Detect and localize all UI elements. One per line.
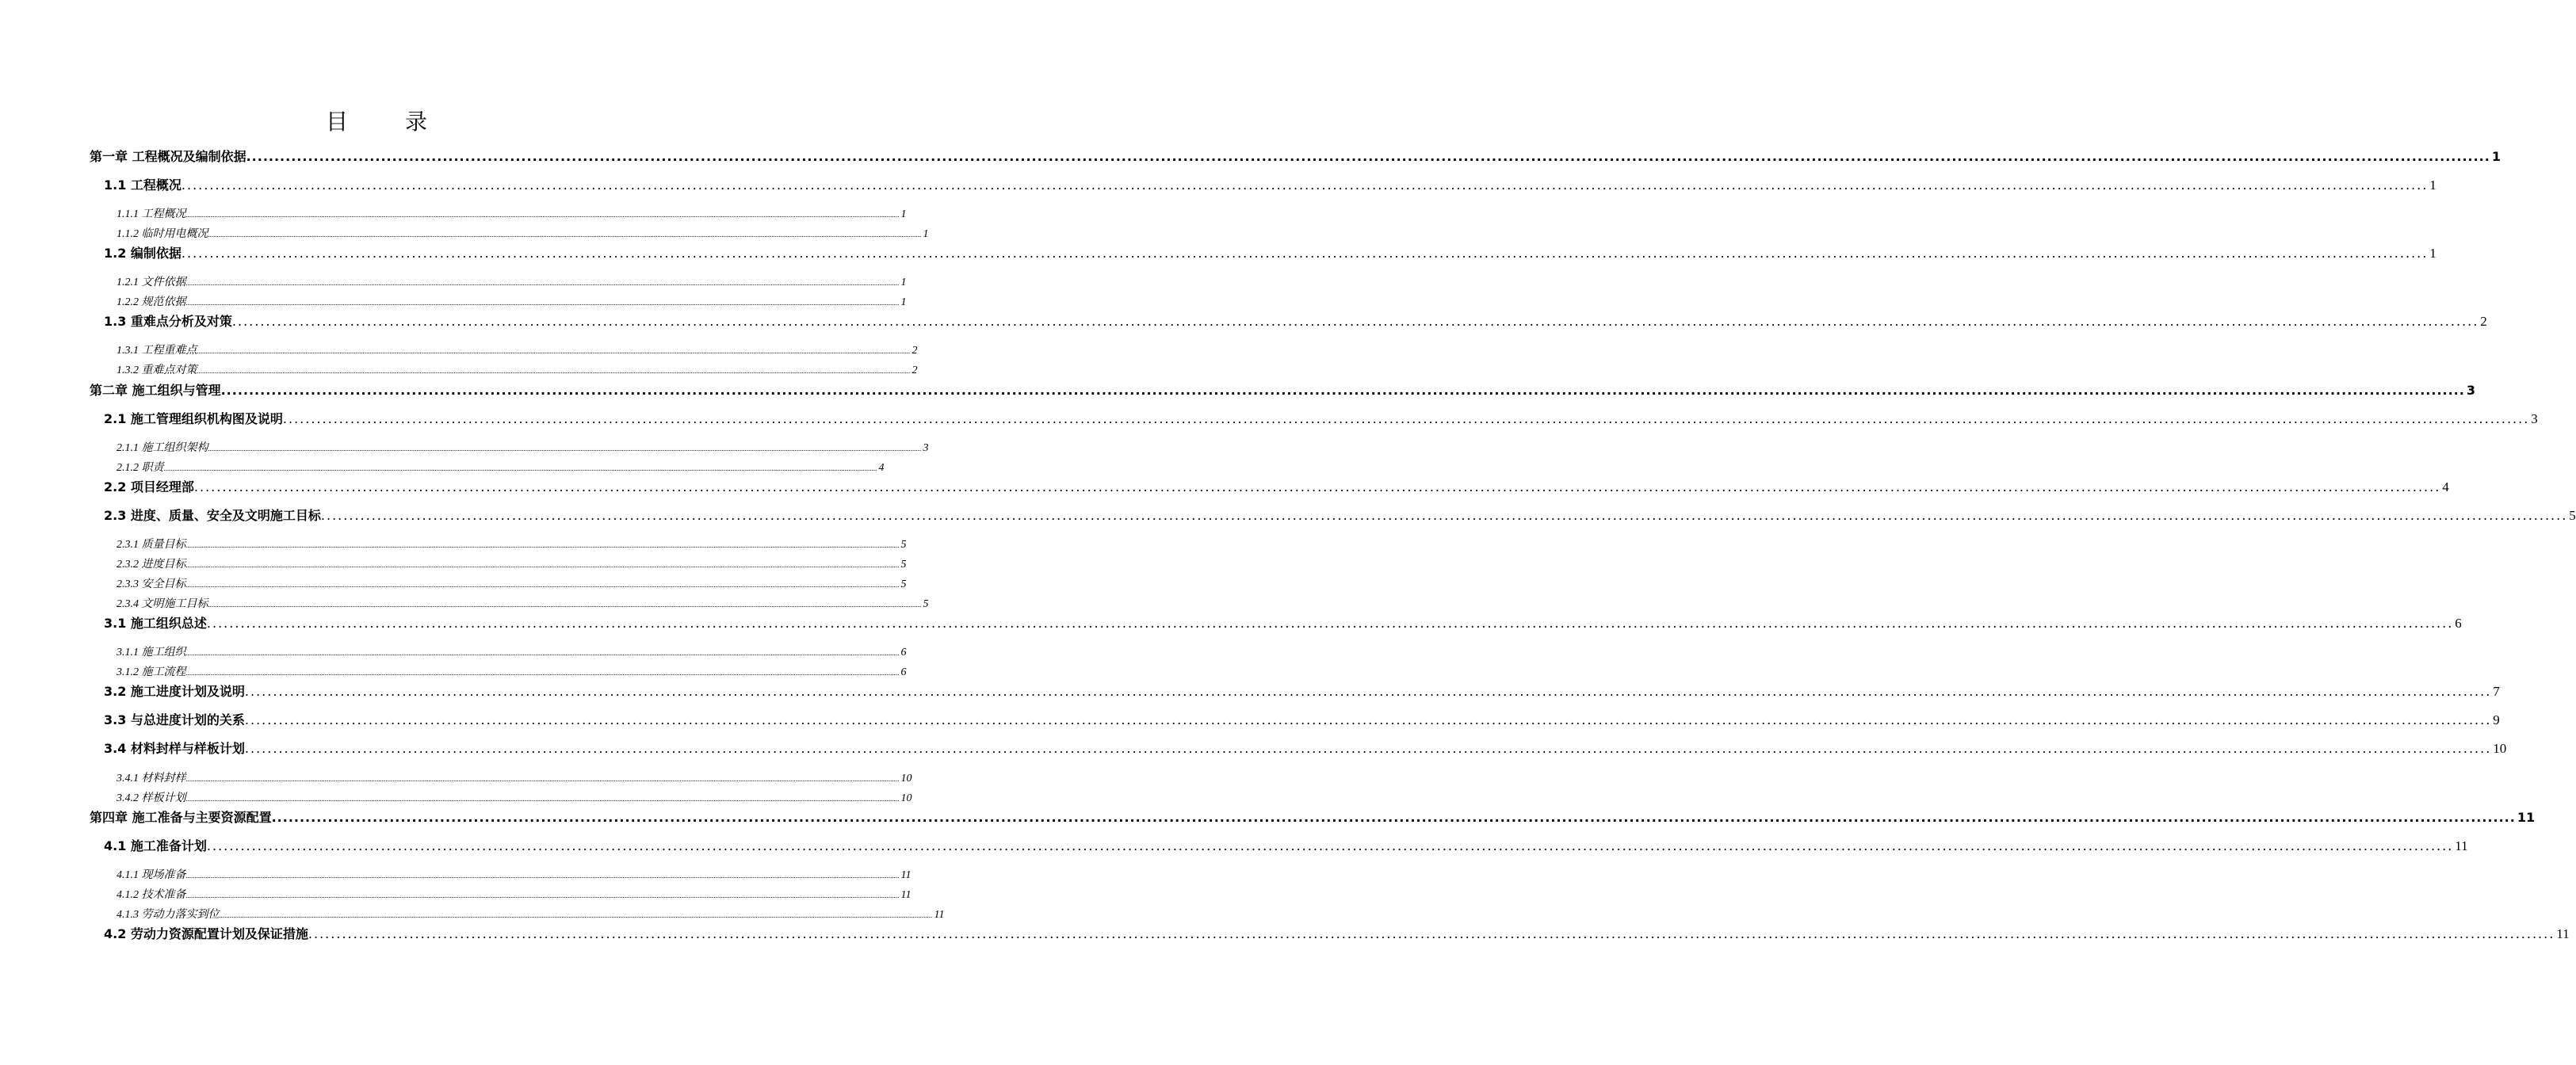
- toc-entry[interactable]: [104, 739, 2507, 757]
- toc-entry[interactable]: [117, 789, 912, 805]
- toc-entry-page-number: 11: [2455, 838, 2468, 853]
- toc-entry-label: 3.1 施工组织总述: [104, 616, 207, 631]
- dot-leader: ................................................................................................................................................................................................................................................................................................................................................................................................................: [181, 178, 2429, 193]
- toc-entry-label: 2.3.1 质量目标: [117, 539, 186, 551]
- toc-entry[interactable]: [104, 243, 2436, 261]
- toc-entry-page-number: 1: [900, 277, 907, 288]
- toc-entry-page-number: 1: [923, 228, 929, 240]
- toc-entry-page-number: 3: [2531, 411, 2538, 426]
- dot-leader: ................................................................................................................................................................................................................................................................................................................................................................................................................: [185, 279, 900, 287]
- dot-leader: ................................................................................................................................................................................................................................................................................................................................................................................................................: [185, 541, 900, 549]
- toc-entry-label: 2.3.4 文明施工目标: [117, 598, 208, 610]
- toc-entry[interactable]: [104, 477, 2449, 495]
- toc-entry-page-number: 5: [900, 578, 907, 590]
- toc-entry-label: 1.1 工程概况: [104, 178, 182, 193]
- toc-entry[interactable]: [104, 710, 2500, 728]
- toc-entry-label: 第二章 施工组织与管理: [90, 383, 221, 398]
- toc-entry[interactable]: [104, 681, 2500, 700]
- toc-entry-label: 2.3.3 安全目标: [117, 578, 186, 590]
- toc-entry-page-number: 9: [2493, 712, 2500, 727]
- toc-entry[interactable]: [117, 595, 929, 611]
- toc-entry-page-number: 11: [934, 909, 945, 921]
- dot-leader: ................................................................................................................................................................................................................................................................................................................................................................................................................: [181, 246, 2429, 261]
- dot-leader: ................................................................................................................................................................................................................................................................................................................................................................................................................: [197, 367, 911, 375]
- dot-leader: ................................................................................................................................................................................................................................................................................................................................................................................................................: [185, 211, 900, 219]
- toc-entry-label: 1.1.1 工程概况: [117, 208, 186, 220]
- dot-leader: ................................................................................................................................................................................................................................................................................................................................................................................................................: [185, 299, 900, 307]
- dot-leader: ................................................................................................................................................................................................................................................................................................................................................................................................................: [320, 508, 2568, 523]
- toc-entry[interactable]: [104, 175, 2436, 193]
- toc-entry-label: 1.3.1 工程重难点: [117, 345, 197, 357]
- toc-entry[interactable]: [117, 866, 912, 882]
- dot-leader: ................................................................................................................................................................................................................................................................................................................................................................................................................: [185, 649, 900, 657]
- toc-entry-page-number: 6: [900, 666, 907, 678]
- dot-leader: ................................................................................................................................................................................................................................................................................................................................................................................................................: [206, 838, 2454, 853]
- toc-entry-label: 4.2 劳动力资源配置计划及保证措施: [104, 926, 308, 941]
- toc-entry-label: 3.3 与总进度计划的关系: [104, 712, 245, 727]
- toc-entry-page-number: 11: [2556, 926, 2570, 941]
- toc-entry[interactable]: [117, 342, 918, 357]
- toc-entry[interactable]: [90, 147, 2501, 165]
- dot-leader: ................................................................................................................................................................................................................................................................................................................................................................................................................: [244, 712, 2492, 727]
- toc-entry[interactable]: [117, 225, 929, 241]
- toc-entry-label: 3.2 施工进度计划及说明: [104, 684, 245, 699]
- toc-entry-label: 1.2 编制依据: [104, 246, 182, 261]
- toc-entry-label: 2.3 进度、质量、安全及文明施工目标: [104, 508, 321, 523]
- toc-entry-label: 4.1.1 现场准备: [117, 869, 186, 881]
- toc-entry[interactable]: [117, 663, 907, 679]
- toc-entry-page-number: 11: [900, 889, 912, 901]
- toc-entry-label: 2.1.2 职责: [117, 462, 164, 474]
- toc-entry[interactable]: [117, 361, 918, 377]
- dot-leader: ................................................................................................................................................................................................................................................................................................................................................................................................................: [308, 926, 2555, 941]
- toc-entry-label: 4.1.2 技术准备: [117, 889, 186, 901]
- toc-entry[interactable]: [90, 807, 2536, 826]
- toc-title: 目 录: [325, 109, 445, 135]
- dot-leader: ................................................................................................................................................................................................................................................................................................................................................................................................................: [244, 741, 2492, 756]
- toc-entry-page-number: 3: [2466, 383, 2475, 398]
- toc-entry-label: 1.1.2 临时用电概况: [117, 228, 208, 240]
- dot-leader: ................................................................................................................................................................................................................................................................................................................................................................................................................: [185, 561, 900, 569]
- toc-entry-page-number: 11: [900, 869, 912, 881]
- toc-entry[interactable]: [117, 205, 907, 221]
- toc-entry[interactable]: [117, 536, 907, 552]
- dot-leader: ................................................................................................................................................................................................................................................................................................................................................................................................................: [246, 149, 2490, 164]
- toc-entry-label: 3.4 材料封样与样板计划: [104, 741, 245, 756]
- toc-entry[interactable]: [117, 555, 907, 571]
- toc-entry-page-number: 10: [2493, 741, 2507, 756]
- toc-entry-label: 2.1 施工管理组织机构图及说明: [104, 411, 283, 426]
- toc-entry-page-number: 5: [900, 559, 907, 571]
- toc-entry[interactable]: [117, 273, 907, 289]
- dot-leader: ................................................................................................................................................................................................................................................................................................................................................................................................................: [185, 669, 900, 677]
- dot-leader: ................................................................................................................................................................................................................................................................................................................................................................................................................: [193, 479, 2441, 494]
- toc-entry-page-number: 2: [2480, 314, 2487, 329]
- toc-entry-page-number: 5: [2569, 508, 2576, 523]
- toc-entry-label: 2.2 项目经理部: [104, 479, 194, 494]
- toc-entry-page-number: 4: [878, 462, 885, 474]
- dot-leader: ................................................................................................................................................................................................................................................................................................................................................................................................................: [185, 872, 900, 880]
- toc-entry[interactable]: [117, 293, 907, 309]
- toc-entry-page-number: 11: [2517, 810, 2536, 825]
- dot-leader: ................................................................................................................................................................................................................................................................................................................................................................................................................: [220, 383, 2465, 398]
- toc-entry-page-number: 6: [2455, 616, 2462, 631]
- toc-entry-page-number: 4: [2442, 479, 2449, 494]
- toc-entry-label: 1.2.2 规范依据: [117, 296, 186, 308]
- toc-entry[interactable]: [104, 836, 2468, 854]
- dot-leader: ................................................................................................................................................................................................................................................................................................................................................................................................................: [282, 411, 2530, 426]
- dot-leader: ................................................................................................................................................................................................................................................................................................................................................................................................................: [219, 911, 933, 919]
- toc-entry-label: 1.2.1 文件依据: [117, 277, 186, 288]
- toc-entry-label: 4.1.3 劳动力落实到位: [117, 909, 220, 921]
- toc-entry-label: 3.1.2 施工流程: [117, 666, 186, 678]
- toc-entry-page-number: 10: [900, 792, 912, 804]
- toc-entry[interactable]: [117, 643, 907, 659]
- toc-entry-page-number: 2: [912, 345, 918, 357]
- dot-leader: ................................................................................................................................................................................................................................................................................................................................................................................................................: [185, 795, 900, 803]
- toc-entry-page-number: 1: [2491, 149, 2501, 164]
- toc-entry[interactable]: [90, 380, 2475, 399]
- toc-entry[interactable]: [117, 459, 885, 475]
- toc-entry-page-number: 1: [900, 296, 907, 308]
- dot-leader: ................................................................................................................................................................................................................................................................................................................................................................................................................: [185, 775, 900, 783]
- toc-entry-label: 1.3.2 重难点对策: [117, 365, 197, 376]
- dot-leader: ................................................................................................................................................................................................................................................................................................................................................................................................................: [163, 464, 877, 472]
- toc-entry[interactable]: [104, 924, 2570, 942]
- dot-leader: ................................................................................................................................................................................................................................................................................................................................................................................................................: [208, 445, 922, 452]
- toc-entry-page-number: 7: [2493, 684, 2500, 699]
- toc-entry[interactable]: [117, 886, 912, 902]
- toc-entry-page-number: 5: [900, 539, 907, 551]
- toc-entry-label: 4.1 施工准备计划: [104, 838, 207, 853]
- dot-leader: ................................................................................................................................................................................................................................................................................................................................................................................................................: [185, 581, 900, 589]
- toc-entry-page-number: 1: [2429, 246, 2436, 261]
- dot-leader: ................................................................................................................................................................................................................................................................................................................................................................................................................: [208, 601, 922, 609]
- toc-entry-page-number: 1: [900, 208, 907, 220]
- toc-entry-page-number: 6: [900, 647, 907, 658]
- toc-entry[interactable]: [117, 575, 907, 591]
- dot-leader: ................................................................................................................................................................................................................................................................................................................................................................................................................: [208, 231, 922, 239]
- dot-leader: ................................................................................................................................................................................................................................................................................................................................................................................................................: [206, 616, 2454, 631]
- toc-entry[interactable]: [104, 613, 2462, 632]
- toc-entry-page-number: 10: [900, 773, 912, 784]
- toc-entry-page-number: 1: [2429, 178, 2436, 193]
- toc-entry-page-number: 5: [923, 598, 929, 610]
- toc-entry[interactable]: [104, 409, 2538, 427]
- dot-leader: ................................................................................................................................................................................................................................................................................................................................................................................................................: [231, 314, 2479, 329]
- toc-entry-label: 第四章 施工准备与主要资源配置: [90, 810, 272, 825]
- toc-entry-label: 3.4.2 样板计划: [117, 792, 186, 804]
- dot-leader: ................................................................................................................................................................................................................................................................................................................................................................................................................: [244, 684, 2492, 699]
- toc-entry[interactable]: [117, 439, 929, 455]
- toc-entry[interactable]: [104, 506, 2576, 524]
- toc-entry-label: 第一章 工程概况及编制依据: [90, 149, 247, 164]
- dot-leader: ................................................................................................................................................................................................................................................................................................................................................................................................................: [197, 347, 911, 355]
- toc-entry[interactable]: [104, 311, 2487, 330]
- toc-entry-page-number: 3: [923, 442, 929, 454]
- toc-entry[interactable]: [117, 906, 945, 922]
- dot-leader: ................................................................................................................................................................................................................................................................................................................................................................................................................: [271, 810, 2516, 825]
- toc-entry-label: 1.3 重难点分析及对策: [104, 314, 232, 329]
- dot-leader: ................................................................................................................................................................................................................................................................................................................................................................................................................: [185, 891, 900, 899]
- toc-entry-label: 3.1.1 施工组织: [117, 647, 186, 658]
- toc-entry-label: 2.1.1 施工组织架构: [117, 442, 208, 454]
- toc-entry-label: 2.3.2 进度目标: [117, 559, 186, 571]
- toc-entry-page-number: 2: [912, 365, 918, 376]
- toc-entry-label: 3.4.1 材料封样: [117, 773, 186, 784]
- toc-entry[interactable]: [117, 769, 912, 785]
